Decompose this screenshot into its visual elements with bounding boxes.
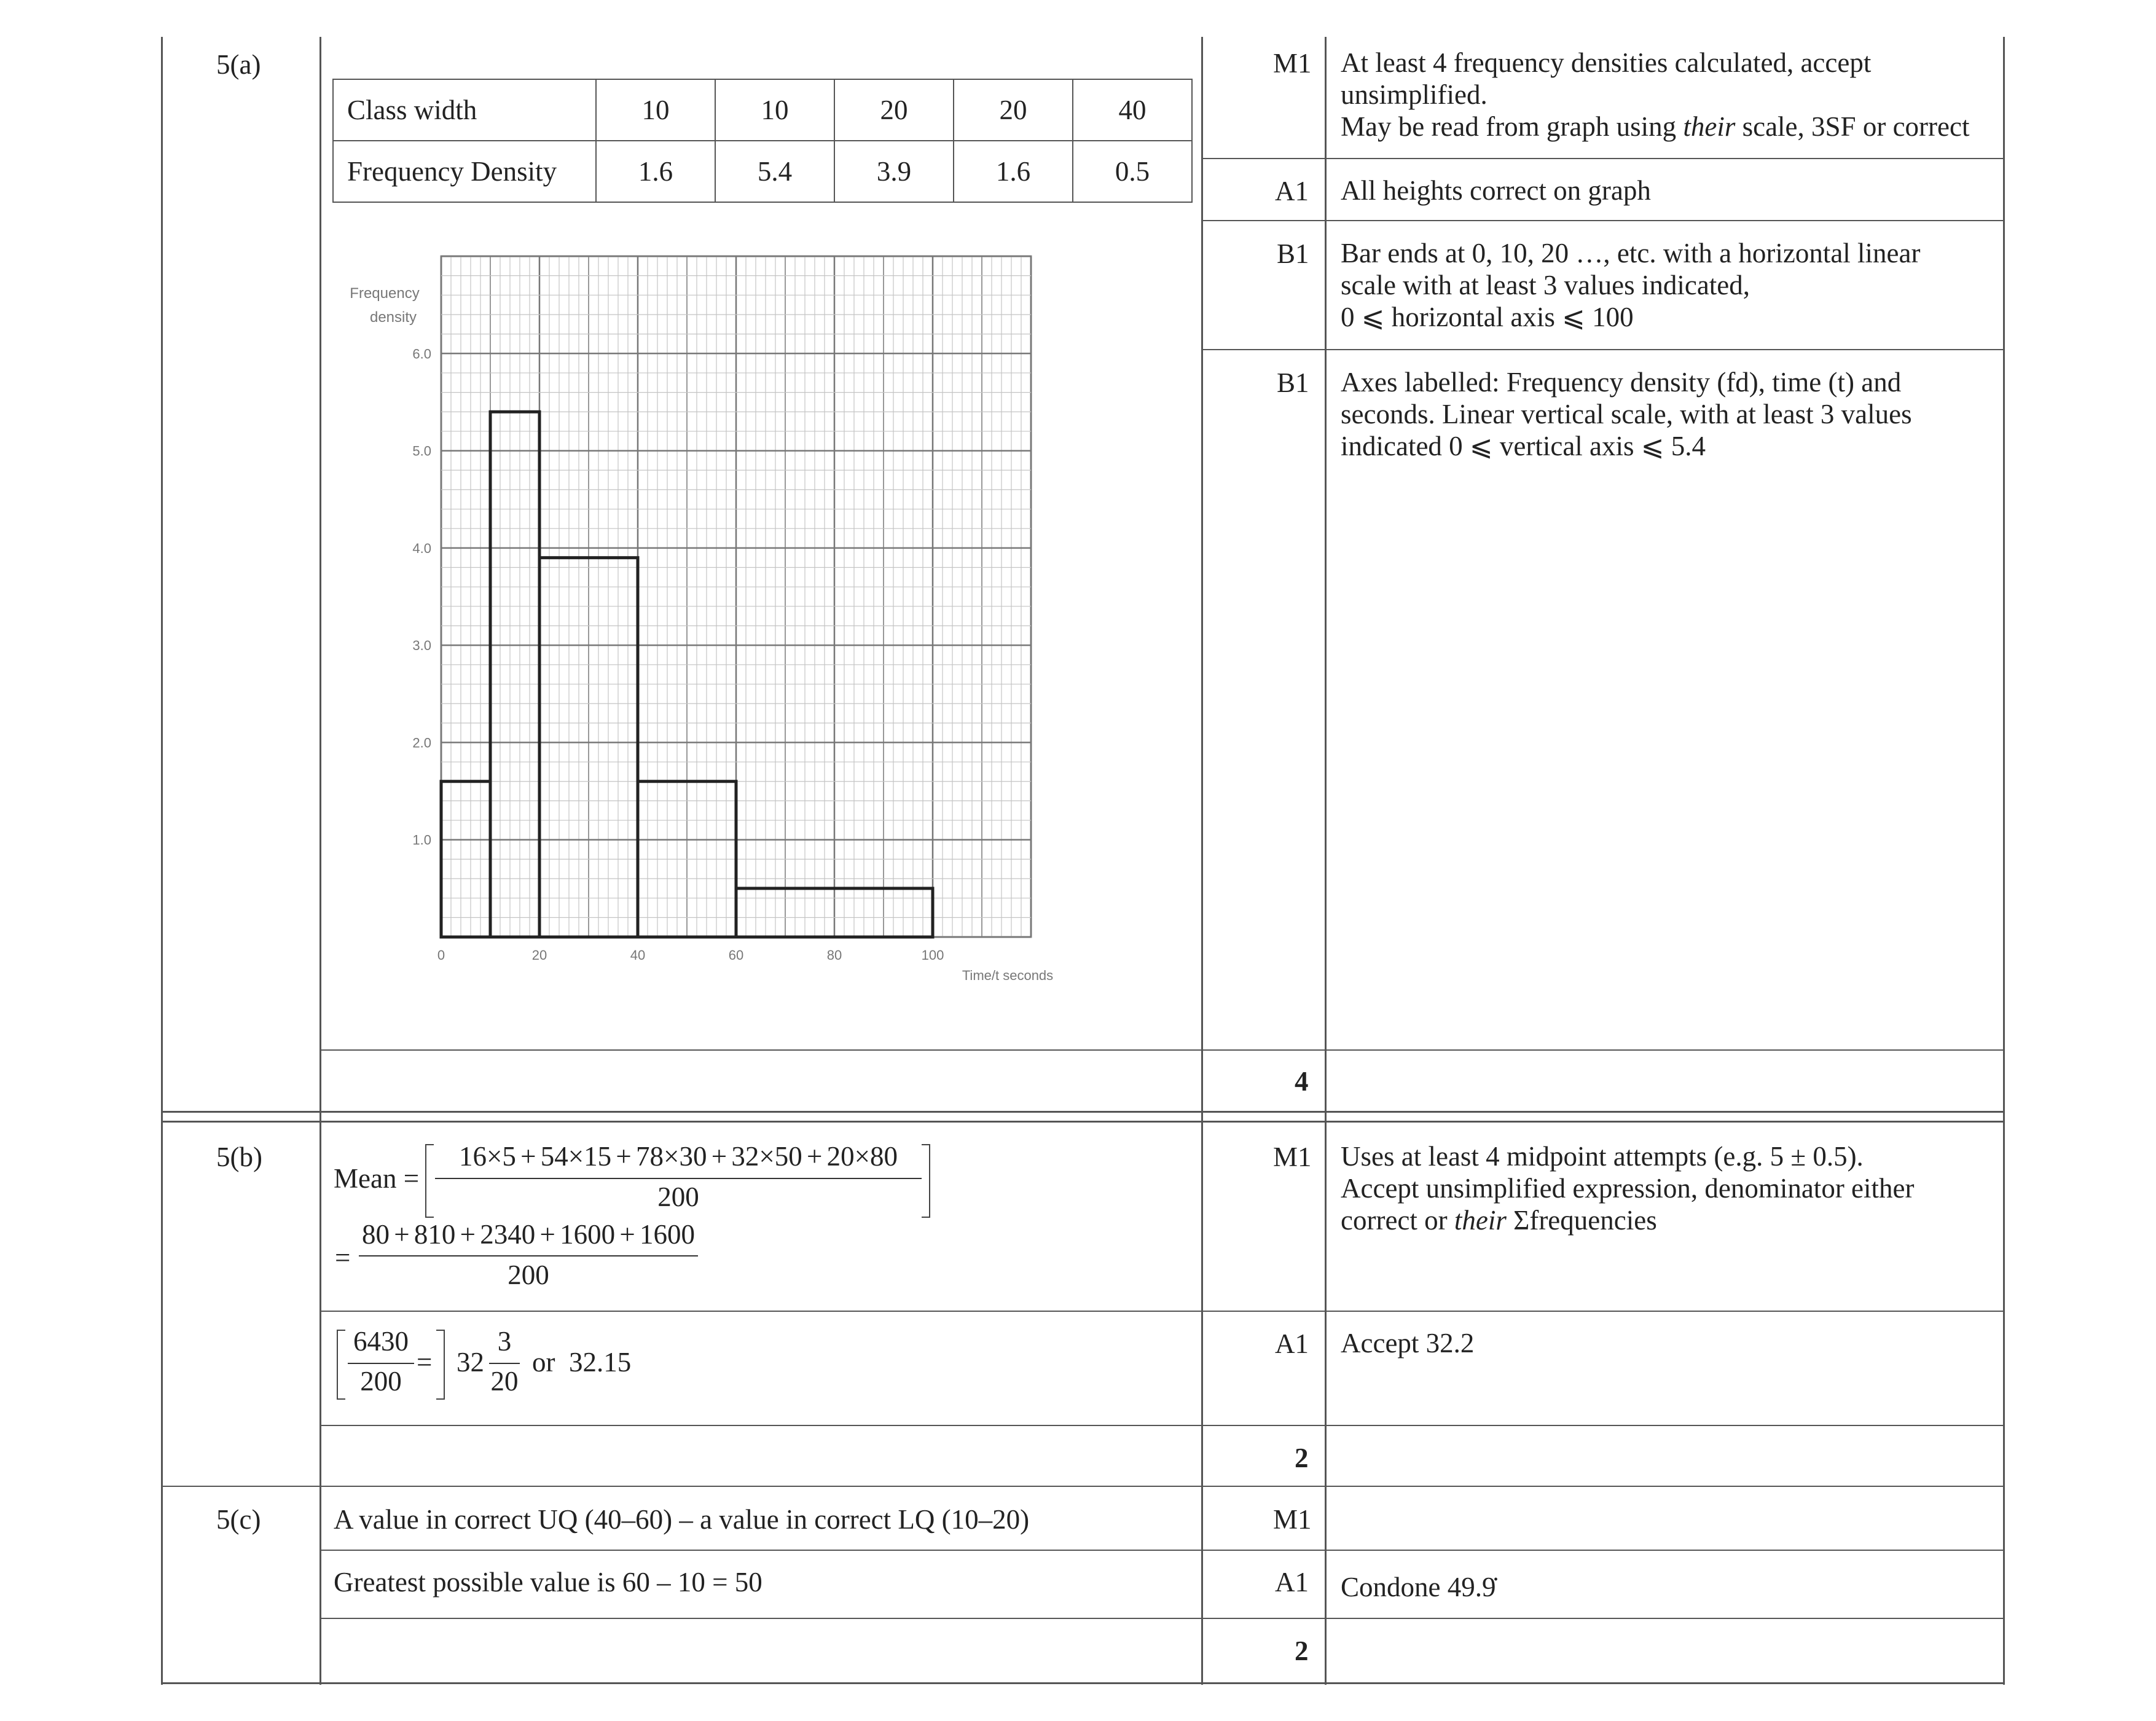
guidance-line: Axes labelled: Frequency density (fd), time (t) and [1341, 367, 1902, 398]
table-cell: 10 [715, 79, 834, 141]
fraction-bar [348, 1363, 414, 1364]
x-tick-label: 20 [531, 947, 547, 963]
table-cell: 1.6 [596, 141, 715, 202]
table-cell: 5.4 [715, 141, 834, 202]
total-marks: 2 [1295, 1443, 1309, 1473]
table-cell: 20 [954, 79, 1073, 141]
row-header-class-width: Class width [333, 79, 596, 141]
guidance-line: 0 ⩽ horizontal axis ⩽ 100 [1341, 302, 1634, 332]
histogram-chart [332, 243, 1088, 998]
y-tick-label: 6.0 [412, 346, 431, 362]
guidance-text [1341, 366, 1912, 462]
mark-code: M1 [1273, 1504, 1312, 1535]
question-label-5b: 5(b) [216, 1142, 262, 1172]
row-header-frequency-density: Frequency Density [333, 141, 596, 202]
sum-numerator: 80 + 810 + 2340 + 1600 + 1600 [361, 1219, 695, 1250]
table-cell: 0.5 [1073, 141, 1192, 202]
answer-line: Greatest possible value is 60 – 10 = 50 [334, 1567, 762, 1598]
y-axis-label-line2: density [369, 309, 417, 326]
guidance-line: indicated 0 ⩽ vertical axis ⩽ 5.4 [1341, 431, 1706, 461]
table-cell: 1.6 [954, 141, 1073, 202]
guidance-line: seconds. Linear vertical scale, with at least 3 values [1341, 399, 1912, 429]
total-marks: 2 [1295, 1636, 1309, 1666]
guidance-line: scale with at least 3 values indicated, [1341, 270, 1750, 300]
alternative-answer: or 32.15 [532, 1347, 632, 1378]
guidance-text [1341, 237, 1920, 333]
y-axis-label-line1: Frequency [350, 285, 420, 302]
y-tick-label: 3.0 [412, 638, 431, 654]
x-tick-label: 0 [437, 947, 445, 963]
guidance-line: All heights correct on graph [1341, 175, 1651, 206]
guidance-line: Bar ends at 0, 10, 20 …, etc. with a horizontal linear [1341, 238, 1921, 269]
mark-code: A1 [1275, 1567, 1309, 1598]
y-tick-label: 2.0 [412, 735, 431, 751]
y-tick-label: 1.0 [412, 832, 431, 848]
table-row [333, 79, 1192, 141]
right-bracket [922, 1144, 930, 1218]
guidance-line: Accept 32.2 [1341, 1328, 1475, 1358]
x-tick-label: 40 [630, 947, 646, 963]
guidance-text [1341, 1327, 1474, 1359]
guidance-line: At least 4 frequency densities calculated, accept [1341, 47, 1872, 78]
frequency-density-table [332, 79, 1193, 203]
mark-code: A1 [1275, 176, 1309, 206]
total-marks: 4 [1295, 1066, 1309, 1097]
table-cell: 3.9 [834, 141, 954, 202]
question-label-5a: 5(a) [216, 49, 261, 80]
mark-code: B1 [1277, 367, 1309, 398]
mean-numerator: 16×5 + 54×15 + 78×30 + 32×50 + 20×80 [459, 1141, 898, 1172]
equals-sign: = [417, 1347, 433, 1378]
result-numerator: 6430 [353, 1326, 409, 1357]
working-line: A value in correct UQ (40–60) – a value in correct LQ (10–20) [334, 1504, 1030, 1535]
left-bracket [425, 1144, 434, 1218]
guidance-text: Condone 49.9̇ [1341, 1572, 1496, 1602]
equals-sign: = [335, 1242, 351, 1273]
x-tick-label: 100 [921, 947, 944, 963]
table-cell: 40 [1073, 79, 1192, 141]
mean-denominator: 200 [657, 1182, 699, 1212]
mark-code: M1 [1273, 48, 1312, 79]
fraction-bar [435, 1178, 922, 1179]
guidance-text [1341, 1140, 1992, 1236]
table-cell: 10 [596, 79, 715, 141]
guidance-line: correct or their Σfrequencies [1341, 1205, 1657, 1236]
y-tick-label: 5.0 [412, 443, 431, 459]
mark-code: B1 [1277, 238, 1309, 269]
mark-code: M1 [1273, 1142, 1312, 1172]
y-tick-label: 4.0 [412, 540, 431, 556]
x-tick-label: 80 [826, 947, 842, 963]
mixed-number-whole: 32 [457, 1347, 484, 1378]
fraction-bar [489, 1363, 520, 1364]
x-axis-label: Time/t seconds [962, 968, 1054, 983]
guidance-line: Uses at least 4 midpoint attempts (e.g. 5 ± 0.5). [1341, 1141, 1864, 1172]
guidance-line: unsimplified. [1341, 79, 1488, 110]
table-row [333, 141, 1192, 202]
guidance-line: Accept unsimplified expression, denominator either [1341, 1173, 1915, 1204]
x-tick-label: 60 [728, 947, 744, 963]
result-denominator: 200 [360, 1366, 402, 1397]
guidance-line: May be read from graph using their scale, 3SF or correct [1341, 111, 1970, 142]
sum-denominator: 200 [508, 1260, 549, 1290]
mixed-fraction-numerator: 3 [497, 1326, 512, 1357]
table-cell: 20 [834, 79, 954, 141]
mixed-fraction-denominator: 20 [490, 1366, 519, 1397]
left-bracket [337, 1330, 345, 1400]
guidance-text [1341, 47, 1992, 143]
question-label-5c: 5(c) [216, 1504, 261, 1535]
right-bracket [436, 1330, 445, 1400]
mark-code: A1 [1275, 1328, 1309, 1359]
guidance-text [1341, 174, 1651, 206]
fraction-bar [359, 1255, 698, 1256]
mean-label: Mean = [334, 1163, 420, 1194]
